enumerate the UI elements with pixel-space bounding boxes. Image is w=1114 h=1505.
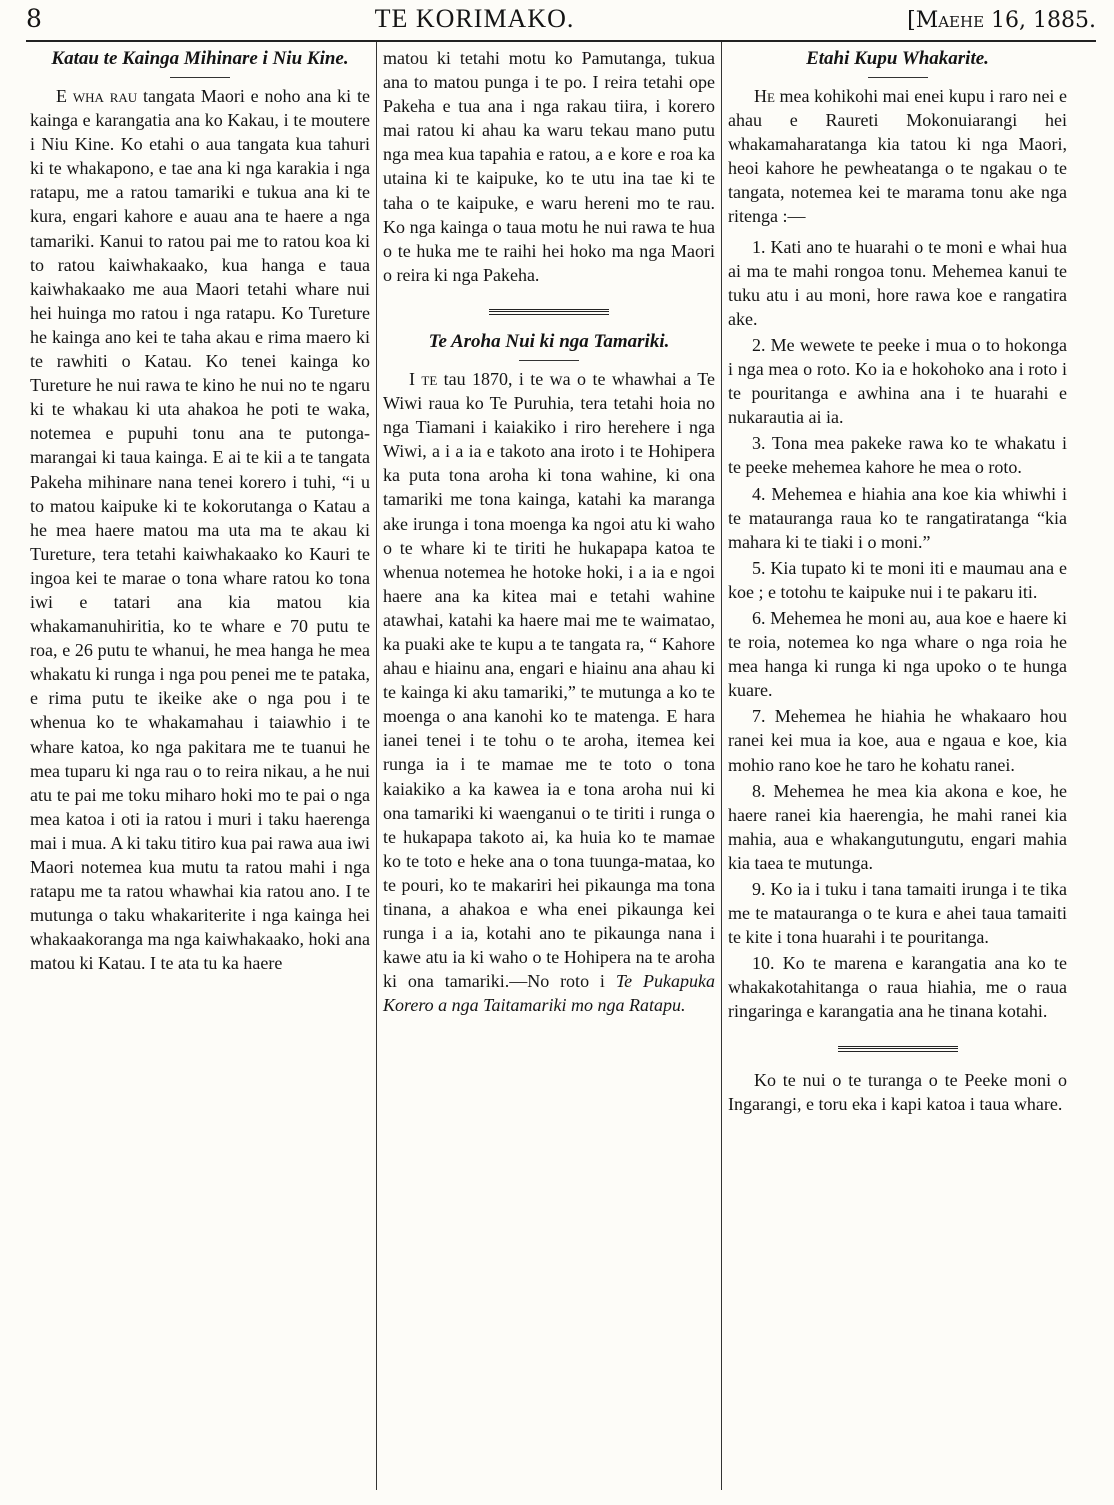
lead-words: He xyxy=(754,86,775,106)
list-item: 4. Mehemea e hiahia ana koe kia whiwhi i te matauranga raua ko te rangatiratanga “kia mahara ki te tiaki i o moni.” xyxy=(728,483,1067,552)
article-title: Etahi Kupu Whakarite. xyxy=(806,48,989,69)
list-item: 10. Ko te marena e karangatia ana ko te whakakotahitanga o raua hiahia, me o raua ringaringa e karangatia ana he tinana kotahi. xyxy=(728,953,1067,1022)
article-heading-kupu xyxy=(732,48,1063,78)
article-heading-aroha xyxy=(387,331,711,361)
article-intro xyxy=(728,84,1067,229)
closing-paragraph: Ko te nui o te turanga o te Peeke moni o Ingarangi, e toru eka i kapi katoa i taua whare. xyxy=(728,1069,1067,1114)
heading-rule xyxy=(519,360,579,361)
article-body-continued: matou ki tetahi motu ko Pamutanga, tukua ana to matou punga i te po. I reira tetahi ope Pakeha e tua ana i nga rakau tiira, i korero mai ratou ki ahau ka waru tekau mano putu nga mea kua tapahia e ratou, a e kore e roa ka utaina ki te kaipuke, ko te utu ina tae ki te taha o te kaipuke, e waru hereni mo te rau. Ko nga kainga o taua motu he nui rawa te hua o te huka me te raihi hei hoko ma nga Maori o reira ki nga Pakeha. xyxy=(383,48,715,285)
article-body xyxy=(30,84,370,975)
issue-date: [Maehe 16, 1885. xyxy=(907,8,1096,33)
list-item: 7. Mehemea he hiahia he whakaaro hou ranei kei mua ia koe, aua e ngaua e koe, kia mohio rano koe he taro he kohatu ranei. xyxy=(728,706,1067,775)
article-title: Te Aroha Nui ki nga Tamariki. xyxy=(428,330,670,352)
page-header xyxy=(26,4,1096,42)
column-2 xyxy=(376,42,721,1490)
list-item: 2. Me wewete te peeke i mua o to hokonga i nga mea o roto. Ko ia e hokohoko ana i roto i te pouritanga e awhina ana i te huarahi e nukarautia ai ia. xyxy=(728,334,1067,428)
list-item: 5. Kia tupato ki te moni iti e maumau ana e koe ; e totohu te kaipuke nui i te pakaru iti. xyxy=(728,557,1067,602)
source-citation: Te Pukapuka Korero a nga Taitamariki mo nga Ratapu. xyxy=(383,971,716,1016)
section-separator xyxy=(838,1046,958,1052)
list-item: 6. Mehemea he moni au, aua koe e haere ki te roia, notemea ko nga whare o nga roia he mea hanga ki runga ki nga upoko o te hunga kuare. xyxy=(728,607,1067,701)
article-heading-katau xyxy=(34,48,366,78)
heading-rule xyxy=(170,77,230,78)
paragraph-text: tangata Maori e noho ana ki te kainga e karangatia ana ko Kakau, i te moutere i Niu Kine. Ko etahi o aua tangata kua tahuri ki te whakapono, e tae ana ki nga karakia i nga ratapu, me a ratou tamariki e tukua ana ki te kura, engari kahore e auau ana te haere a nga tamariki. Kanui to ratou pai me to ratou koa ki to ratou kaiwhakaako, kua hanga e taua kaiwhakaako me aua Maori tetahi whare nui hei huinga mo ratou i nga ratapu. Ko Tureture he kainga ano kei te taha akau e rima maero ki te rawhiti o Katau. Ko tenei kainga ko Tureture he nui rawa te kino he nui no te ngaru ki te whakau ki uta ahakoa he poti te waka, notemea e pupuhi tonu ana te putonga-marangai ki taua kainga. E ai te kii a te tangata Pakeha mihinare nana tenei korero i tuhi, “i u to matou kaipuke ki te kokorutanga o Katau a he mea haere matou ma uta ma te akau ki Tureture, tera tetahi kaiwhakaako ko Kauri te ingoa kei te marae o tona whare ratou ko tona iwi e tatari ana kia matou kia whakamanuhiritia, ko te whare e 70 putu te roa, e 26 putu te whanui, he mea hanga he mea whakatu ki runga i nga pou penei me te pataka, e rima putu te ikeike ake o nga pou i te whenua ko te whakamahau i taiawhio i te whare katoa, ko nga pakitara me te tuanui he mea tuparu ki nga rau o to reira nikau, a he nui atu te pai me toku miharo hoki mo te pai o nga mea katoa i oti ia ratou i muri i taku haerenga mai i mua. A ki taku titiro kua pai rawa aua iwi Maori notemea kua mutu ta ratou mahi i nga ratapu me ta ratou whawhai kia ratou ano. I te mutunga o taku whakariterite i nga kainga hei whakaakoranga ma nga kaiwhakaako, hoki ana matou ki Katau. I te ata tu ka haere xyxy=(30,86,370,974)
column-1 xyxy=(26,42,376,1490)
article-body xyxy=(383,367,715,1018)
list-item: 9. Ko ia i tuku i tana tamaiti irunga i te tika me te matauranga o te kura e ahei taua tamaiti te kite i tona huarahi i te pouritanga. xyxy=(728,879,1067,948)
newspaper-title: TE KORIMAKO. xyxy=(374,4,575,33)
column-3 xyxy=(721,42,1073,1490)
paragraph-text: tau 1870, i te wa o te whawhai a Te Wiwi raua ko Te Puruhia, tera tetahi hoia no nga Tiamani i kaiakiko i riro herehere i nga Wiwi, a i a ia e takoto ana iroto i te Hohipera ka puta tona aroha ki tona wahine, ki ona tamariki me tona kainga, katahi ka maranga ake irunga i tona moenga ka ngoi atu ki waho o te whare ki te tiriti he hukapapa katoa te whenua notemea he hotoke hoki, i a ia e ngoi haere ana ka kitea mai e tetahi wahine atawhai, katahi ka haere mai me te waimatao, ka puaki ake te kupu a te tangata ra, “ Kahore ahau e hiainu ana, engari e hiainu ana ahau ki te kainga ki aku tamariki,” te mutunga a ko te moenga o ana kanohi ko te matenga. E hara ianei tenei i te tohu o te aroha, itemea kei runga ia i te mamae me te toto o tona kaiakiko a ka kawea ia e tona aroha nui ki ona tamariki ki waenganui o te tiriti i runga o te hukapapa takoto ai, ka huia ko te mamae ko te toto e heke ana o tona tuunga-mataa, ko te pouri, ko te makariri hei pikaunga ma tona tinana, a ahakoa e wha enei pikaunga kei runga i a ia, kotahi ano te pikaunga nana i kawe atu ia ki waho o te Hohipera na te aroha ki ona tamariki.—No roto i xyxy=(383,368,715,992)
article-title: Katau te Kainga Mihinare i Niu Kine. xyxy=(51,48,349,69)
list-item: 1. Kati ano te huarahi o te moni e whai hua ai ma te mahi rongoa tonu. Mehemea kanui te tuku atu i au moni, hore rawa koe e rangatira ake. xyxy=(728,236,1067,329)
paragraph-text: mea kohikohi mai enei kupu i raro nei e ahau e Raureti Mokonuiarangi hei whakamaharatanga kia tatou ki nga Maori, heoi kahore he pewheatanga o te ngakau o te tangata, notemea kei te marama tonu ake nga ritenga :— xyxy=(728,86,1067,227)
page-number: 8 xyxy=(26,4,42,33)
section-separator xyxy=(489,309,609,315)
lead-words: I te xyxy=(409,368,438,389)
list-item: 8. Mehemea he mea kia akona e koe, he haere ranei kia haerengia, he mahi ranei kia mahia, aua e whakangutungutu, engari mahia kia taea te mutunga. xyxy=(728,780,1067,873)
columns xyxy=(26,42,1096,1490)
heading-rule xyxy=(868,77,928,78)
list-item: 3. Tona mea pakeke rawa ko te whakatu i te peeke mehemea kahore he mea o roto. xyxy=(728,433,1067,478)
lead-words: E wha rau xyxy=(56,86,138,106)
